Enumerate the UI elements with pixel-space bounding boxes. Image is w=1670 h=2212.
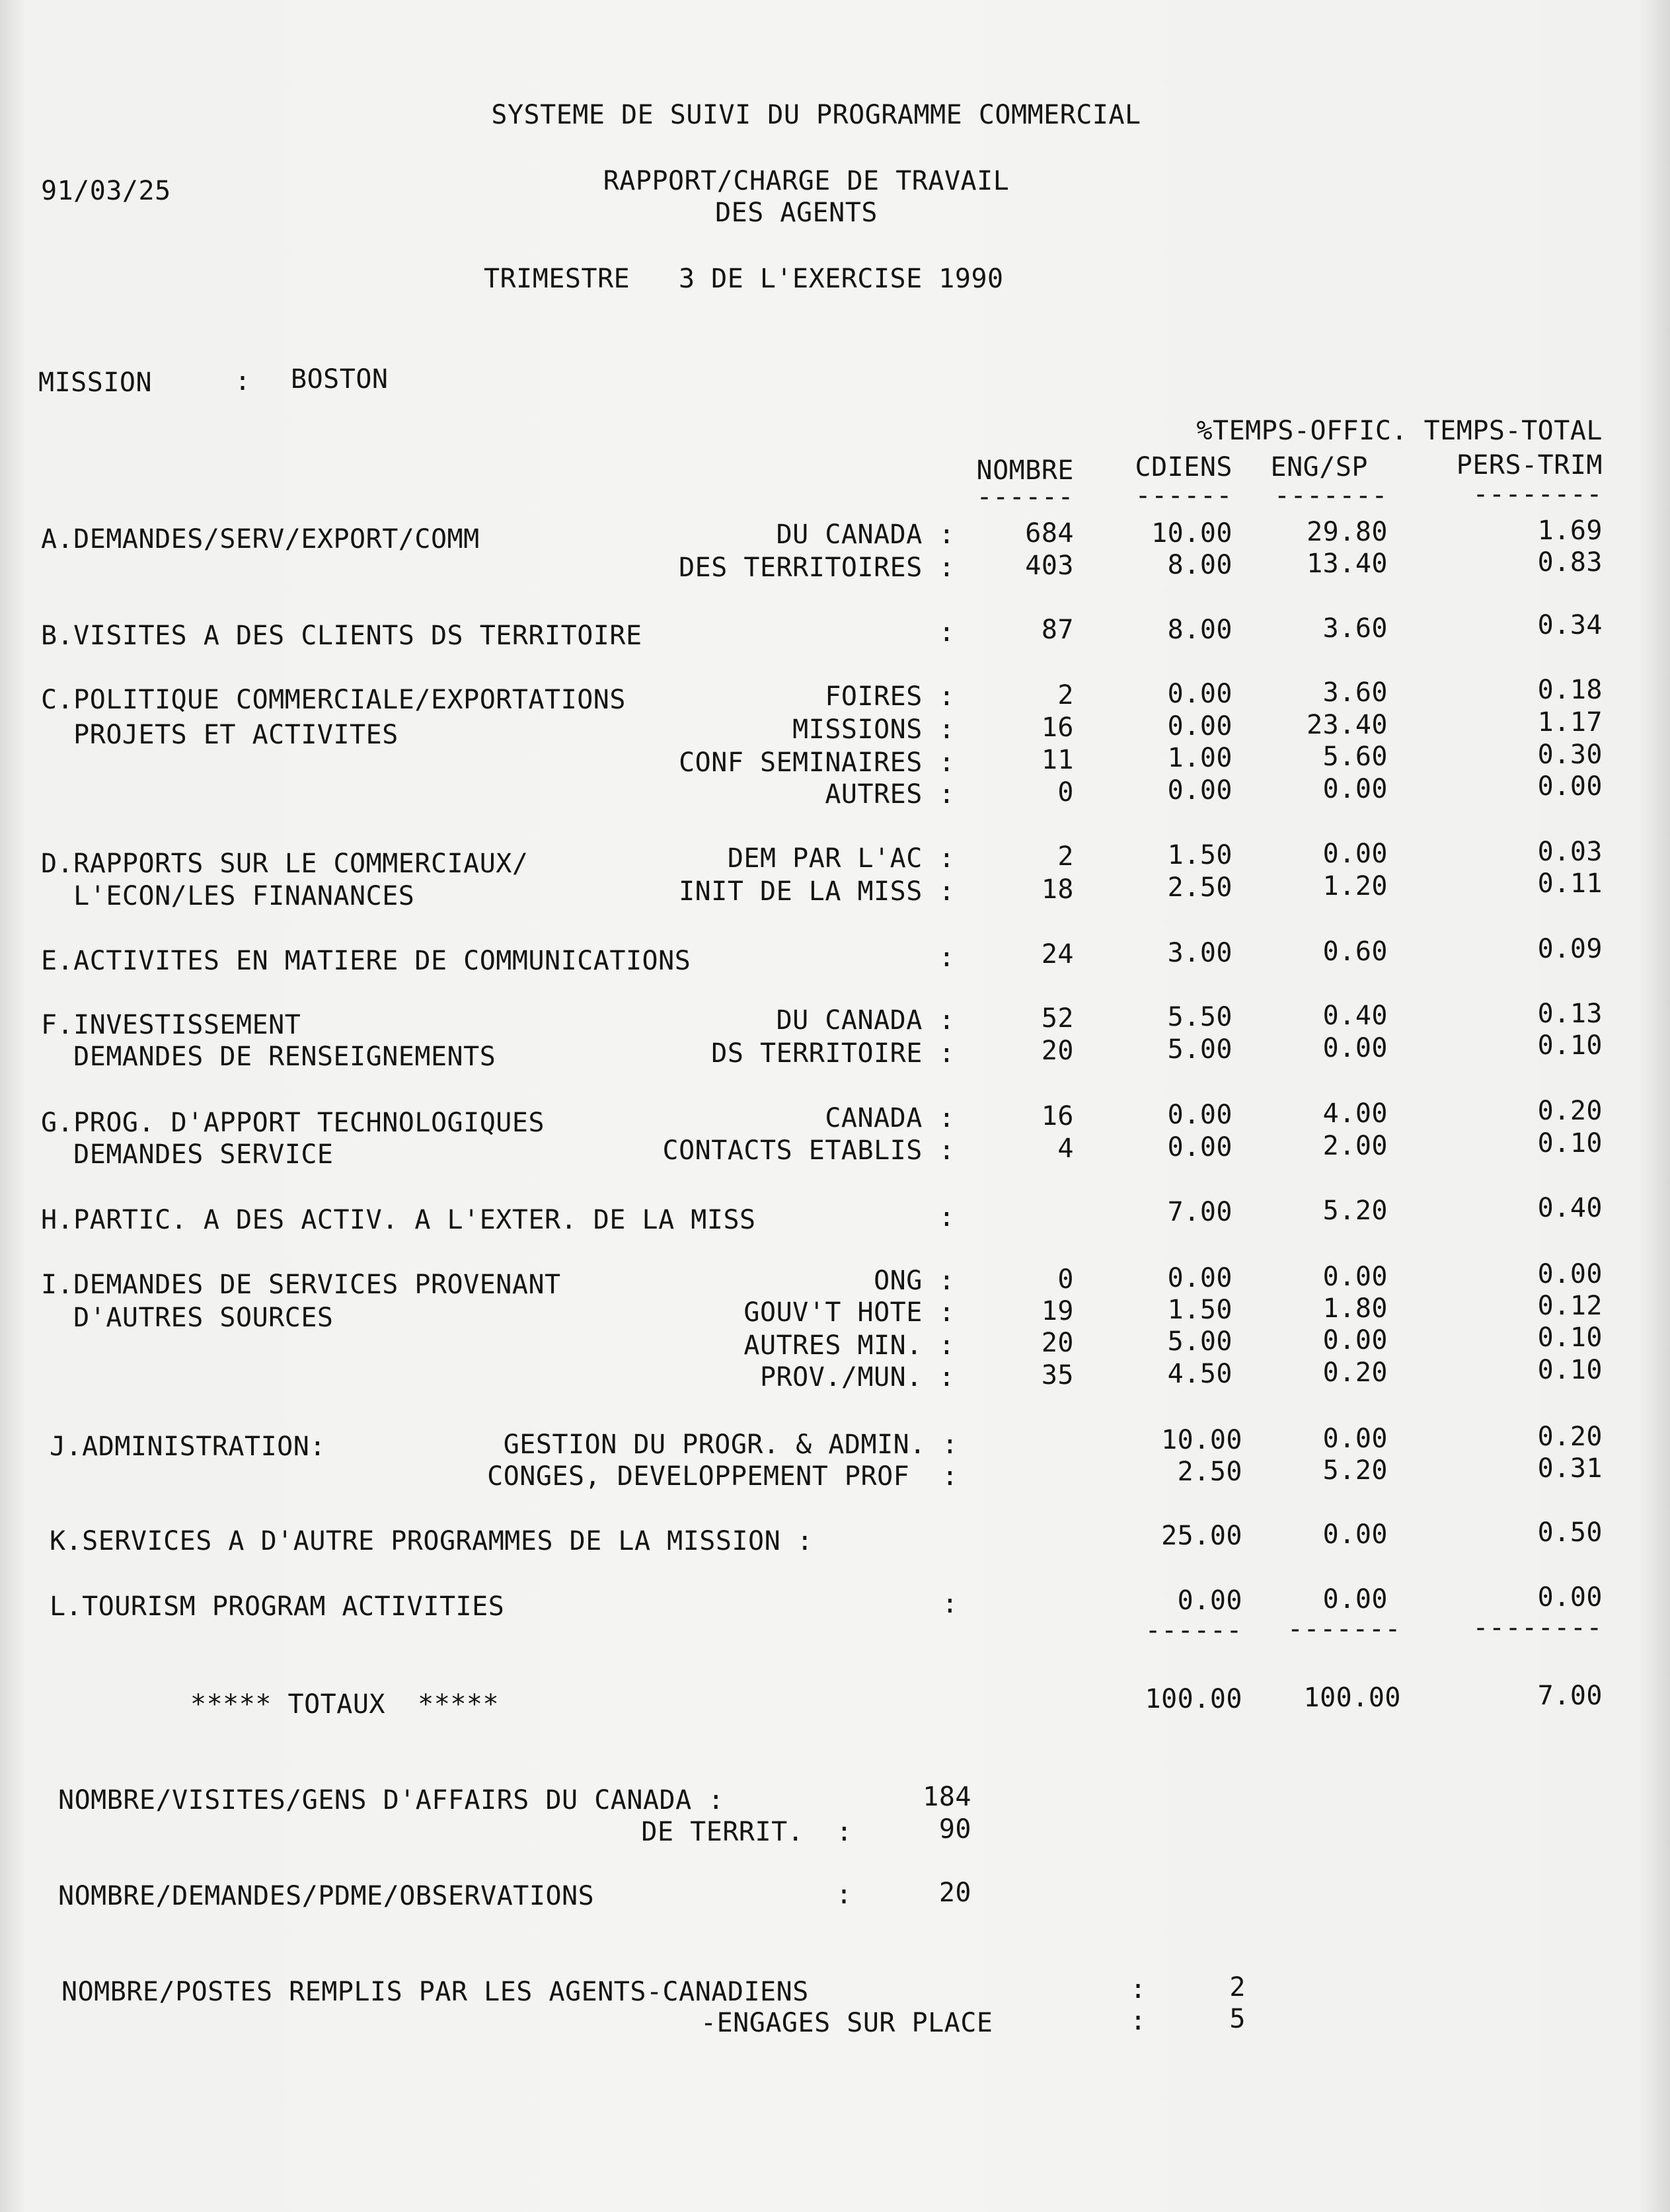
row-label: D.RAPPORTS SUR LE COMMERCIAUX/ bbox=[41, 849, 529, 879]
column-header-nombre: NOMBRE bbox=[976, 455, 1074, 486]
row-engsp: 0.00 bbox=[1322, 1262, 1388, 1292]
row-nombre: 2 bbox=[1057, 680, 1074, 710]
row-cdiens: 0.00 bbox=[1167, 775, 1233, 806]
row-label: I.DEMANDES DE SERVICES PROVENANT bbox=[41, 1270, 561, 1300]
row-label: H.PARTIC. A DES ACTIV. A L'EXTER. DE LA MISS bbox=[41, 1205, 756, 1235]
row-label: E.ACTIVITES EN MATIERE DE COMMUNICATIONS bbox=[41, 946, 691, 976]
row-perstrim: 0.00 bbox=[1537, 1582, 1603, 1613]
row-perstrim: 0.10 bbox=[1537, 1322, 1603, 1353]
row-cdiens: 3.00 bbox=[1167, 938, 1233, 968]
row-perstrim: 1.69 bbox=[1537, 515, 1603, 546]
row-engsp: 0.00 bbox=[1322, 839, 1388, 869]
row-engsp: 0.00 bbox=[1322, 1519, 1388, 1550]
row-sublabel: DS TERRITOIRE : bbox=[711, 1038, 955, 1069]
row-engsp: 3.60 bbox=[1322, 613, 1388, 644]
row-sublabel: : bbox=[938, 1202, 955, 1233]
row-label: DEMANDES DE RENSEIGNEMENTS bbox=[41, 1042, 496, 1072]
row-cdiens: 0.00 bbox=[1167, 1263, 1233, 1293]
row-cdiens: 10.00 bbox=[1151, 518, 1233, 549]
row-nombre: 0 bbox=[1057, 1264, 1074, 1295]
row-nombre: 18 bbox=[1041, 874, 1074, 905]
row-cdiens: 8.00 bbox=[1167, 550, 1233, 580]
report-date: 91/03/25 bbox=[41, 176, 171, 206]
row-engsp: 0.60 bbox=[1322, 936, 1388, 967]
row-perstrim: 0.40 bbox=[1537, 1193, 1603, 1223]
visits-label: NOMBRE/VISITES/GENS D'AFFAIRS DU CANADA : bbox=[58, 1785, 724, 1815]
row-cdiens: 0.00 bbox=[1167, 1132, 1233, 1163]
row-perstrim: 0.18 bbox=[1537, 675, 1603, 705]
row-sublabel: AUTRES MIN. : bbox=[743, 1330, 955, 1361]
row-sublabel: INIT DE LA MISS : bbox=[679, 876, 955, 907]
row-perstrim: 0.00 bbox=[1537, 771, 1603, 802]
row-engsp: 1.20 bbox=[1322, 871, 1388, 901]
row-nombre: 52 bbox=[1041, 1003, 1074, 1034]
row-sublabel: DES TERRITOIRES : bbox=[679, 553, 955, 583]
row-engsp: 0.00 bbox=[1322, 1033, 1388, 1063]
engages-label: -ENGAGES SUR PLACE bbox=[701, 2008, 993, 2038]
postes-label: NOMBRE/POSTES REMPLIS PAR LES AGENTS-CANADIENS bbox=[61, 1977, 809, 2007]
totals-underline-perstrim: -------- bbox=[1472, 1613, 1603, 1643]
engages-value: 5 bbox=[1229, 2004, 1246, 2034]
visits-canada-value: 184 bbox=[923, 1782, 971, 1812]
row-nombre: 16 bbox=[1041, 712, 1074, 743]
row-cdiens: 25.00 bbox=[1161, 1521, 1242, 1551]
row-nombre: 87 bbox=[1041, 615, 1074, 645]
report-title-line2: DES AGENTS bbox=[715, 198, 878, 228]
demandes-separator: : bbox=[836, 1880, 853, 1910]
row-engsp: 0.00 bbox=[1322, 1424, 1388, 1454]
row-nombre: 2 bbox=[1057, 841, 1074, 872]
row-engsp: 29.80 bbox=[1307, 517, 1388, 547]
row-sublabel: : bbox=[942, 1589, 958, 1619]
row-engsp: 13.40 bbox=[1307, 549, 1388, 579]
row-engsp: 1.80 bbox=[1322, 1293, 1388, 1324]
row-perstrim: 0.10 bbox=[1537, 1355, 1603, 1385]
row-label: F.INVESTISSEMENT bbox=[41, 1010, 301, 1040]
row-cdiens: 0.00 bbox=[1167, 679, 1233, 709]
column-underline-engsp: ------- bbox=[1273, 480, 1388, 511]
column-header-engsp: ENG/SP bbox=[1270, 452, 1368, 482]
row-perstrim: 0.09 bbox=[1537, 934, 1603, 964]
row-engsp: 3.60 bbox=[1322, 677, 1388, 708]
visits-territ-label: DE TERRIT. : bbox=[641, 1817, 853, 1847]
row-perstrim: 0.03 bbox=[1537, 837, 1603, 867]
row-cdiens: 10.00 bbox=[1161, 1425, 1242, 1455]
row-nombre: 16 bbox=[1041, 1101, 1074, 1131]
row-perstrim: 0.13 bbox=[1537, 999, 1603, 1029]
row-label: G.PROG. D'APPORT TECHNOLOGIQUES bbox=[41, 1108, 545, 1138]
column-group-header: %TEMPS-OFFIC. TEMPS-TOTAL bbox=[1196, 416, 1603, 446]
row-sublabel: : bbox=[938, 942, 955, 973]
totals-perstrim: 7.00 bbox=[1537, 1681, 1603, 1711]
row-cdiens: 0.00 bbox=[1177, 1585, 1242, 1616]
system-title: SYSTEME DE SUIVI DU PROGRAMME COMMERCIAL bbox=[491, 100, 1141, 130]
row-engsp: 5.20 bbox=[1322, 1455, 1388, 1486]
row-nombre: 20 bbox=[1041, 1328, 1074, 1358]
row-label: K.SERVICES A D'AUTRE PROGRAMMES DE LA MISSION : bbox=[50, 1526, 814, 1556]
row-cdiens: 1.50 bbox=[1167, 1295, 1233, 1325]
engages-separator: : bbox=[1130, 2006, 1147, 2036]
report-period: TRIMESTRE 3 DE L'EXERCISE 1990 bbox=[484, 264, 1004, 294]
totals-label: ***** TOTAUX ***** bbox=[190, 1689, 500, 1720]
row-perstrim: 0.20 bbox=[1537, 1422, 1603, 1452]
row-sublabel: GESTION DU PROGR. & ADMIN. : bbox=[503, 1430, 958, 1460]
row-engsp: 0.20 bbox=[1322, 1357, 1388, 1388]
row-engsp: 2.00 bbox=[1322, 1131, 1388, 1161]
row-cdiens: 5.00 bbox=[1167, 1326, 1233, 1357]
postes-separator: : bbox=[1130, 1974, 1147, 2004]
totals-cdiens: 100.00 bbox=[1145, 1684, 1242, 1714]
row-cdiens: 8.00 bbox=[1167, 615, 1233, 645]
row-nombre: 24 bbox=[1041, 939, 1074, 970]
row-nombre: 0 bbox=[1057, 777, 1074, 808]
row-label: PROJETS ET ACTIVITES bbox=[41, 720, 399, 750]
row-cdiens: 1.00 bbox=[1167, 743, 1233, 773]
row-perstrim: 0.10 bbox=[1537, 1128, 1603, 1159]
row-sublabel: CONTACTS ETABLIS : bbox=[662, 1135, 955, 1166]
visits-territ-value: 90 bbox=[938, 1814, 971, 1845]
row-nombre: 20 bbox=[1041, 1036, 1074, 1066]
row-sublabel: FOIRES : bbox=[825, 681, 955, 712]
row-nombre: 4 bbox=[1057, 1133, 1074, 1164]
row-label: A.DEMANDES/SERV/EXPORT/COMM bbox=[41, 524, 480, 554]
row-sublabel: MISSIONS : bbox=[792, 714, 955, 745]
report-title-line1: RAPPORT/CHARGE DE TRAVAIL bbox=[603, 166, 1010, 196]
row-cdiens: 2.50 bbox=[1177, 1457, 1242, 1487]
mission-value: BOSTON bbox=[291, 364, 389, 395]
row-engsp: 4.00 bbox=[1322, 1098, 1388, 1129]
row-label: L.TOURISM PROGRAM ACTIVITIES bbox=[50, 1591, 505, 1622]
row-engsp: 5.20 bbox=[1322, 1196, 1388, 1226]
row-label: L'ECON/LES FINANANCES bbox=[41, 881, 415, 911]
demandes-label: NOMBRE/DEMANDES/PDME/OBSERVATIONS bbox=[58, 1881, 595, 1911]
row-perstrim: 0.83 bbox=[1537, 547, 1603, 578]
row-cdiens: 5.50 bbox=[1167, 1002, 1233, 1032]
row-cdiens: 2.50 bbox=[1167, 872, 1233, 903]
row-label: J.ADMINISTRATION: bbox=[50, 1431, 326, 1462]
row-sublabel: : bbox=[938, 617, 955, 648]
totals-underline-engsp: ------- bbox=[1287, 1614, 1401, 1644]
totals-engsp: 100.00 bbox=[1303, 1683, 1401, 1713]
column-underline-perstrim: -------- bbox=[1472, 479, 1603, 510]
row-sublabel: CONGES, DEVELOPPEMENT PROF : bbox=[487, 1461, 958, 1492]
row-cdiens: 7.00 bbox=[1167, 1197, 1233, 1227]
row-nombre: 403 bbox=[1025, 551, 1074, 581]
row-label: C.POLITIQUE COMMERCIALE/EXPORTATIONS bbox=[41, 685, 626, 715]
row-sublabel: DEM PAR L'AC : bbox=[727, 843, 955, 874]
row-cdiens: 0.00 bbox=[1167, 1100, 1233, 1130]
row-engsp: 0.00 bbox=[1322, 1584, 1388, 1615]
row-label: D'AUTRES SOURCES bbox=[41, 1303, 334, 1333]
column-header-perstrim: PERS-TRIM bbox=[1456, 450, 1603, 480]
row-nombre: 35 bbox=[1041, 1360, 1074, 1391]
row-label: B.VISITES A DES CLIENTS DS TERRITOIRE bbox=[41, 621, 642, 651]
mission-label: MISSION bbox=[38, 367, 153, 398]
row-perstrim: 0.12 bbox=[1537, 1291, 1603, 1321]
row-engsp: 0.00 bbox=[1322, 1325, 1388, 1355]
row-cdiens: 4.50 bbox=[1167, 1359, 1233, 1389]
row-sublabel: DU CANADA : bbox=[776, 1005, 955, 1036]
row-cdiens: 1.50 bbox=[1167, 840, 1233, 870]
row-cdiens: 0.00 bbox=[1167, 711, 1233, 742]
row-perstrim: 0.50 bbox=[1537, 1517, 1603, 1548]
totals-underline-cdiens: ------ bbox=[1145, 1615, 1242, 1646]
row-perstrim: 0.10 bbox=[1537, 1030, 1603, 1061]
row-perstrim: 0.31 bbox=[1537, 1453, 1603, 1484]
row-perstrim: 0.34 bbox=[1537, 610, 1603, 640]
row-perstrim: 0.20 bbox=[1537, 1096, 1603, 1126]
column-underline-cdiens: ------ bbox=[1135, 480, 1233, 511]
column-underline-nombre: ------ bbox=[976, 482, 1074, 512]
postes-canadiens-value: 2 bbox=[1229, 1972, 1246, 2002]
row-nombre: 684 bbox=[1025, 518, 1074, 549]
row-sublabel: PROV./MUN. : bbox=[760, 1362, 955, 1392]
row-engsp: 5.60 bbox=[1322, 742, 1388, 772]
demandes-value: 20 bbox=[938, 1878, 971, 1908]
row-sublabel: DU CANADA : bbox=[776, 519, 955, 550]
row-sublabel: GOUV'T HOTE : bbox=[743, 1297, 955, 1328]
row-cdiens: 5.00 bbox=[1167, 1034, 1233, 1065]
row-engsp: 0.00 bbox=[1322, 774, 1388, 804]
mission-separator: : bbox=[235, 366, 251, 397]
row-sublabel: CANADA : bbox=[825, 1103, 955, 1133]
row-sublabel: CONF SEMINAIRES : bbox=[679, 747, 955, 778]
row-nombre: 19 bbox=[1041, 1296, 1074, 1326]
row-perstrim: 0.11 bbox=[1537, 868, 1603, 899]
row-nombre: 11 bbox=[1041, 745, 1074, 775]
row-perstrim: 1.17 bbox=[1537, 707, 1603, 738]
row-engsp: 23.40 bbox=[1307, 710, 1388, 740]
row-perstrim: 0.30 bbox=[1537, 740, 1603, 770]
row-sublabel: ONG : bbox=[874, 1266, 955, 1296]
row-engsp: 0.40 bbox=[1322, 1001, 1388, 1031]
column-header-cdiens: CDIENS bbox=[1135, 452, 1233, 482]
row-label: DEMANDES SERVICE bbox=[41, 1139, 334, 1170]
row-perstrim: 0.00 bbox=[1537, 1259, 1603, 1289]
row-sublabel: AUTRES : bbox=[825, 779, 955, 810]
